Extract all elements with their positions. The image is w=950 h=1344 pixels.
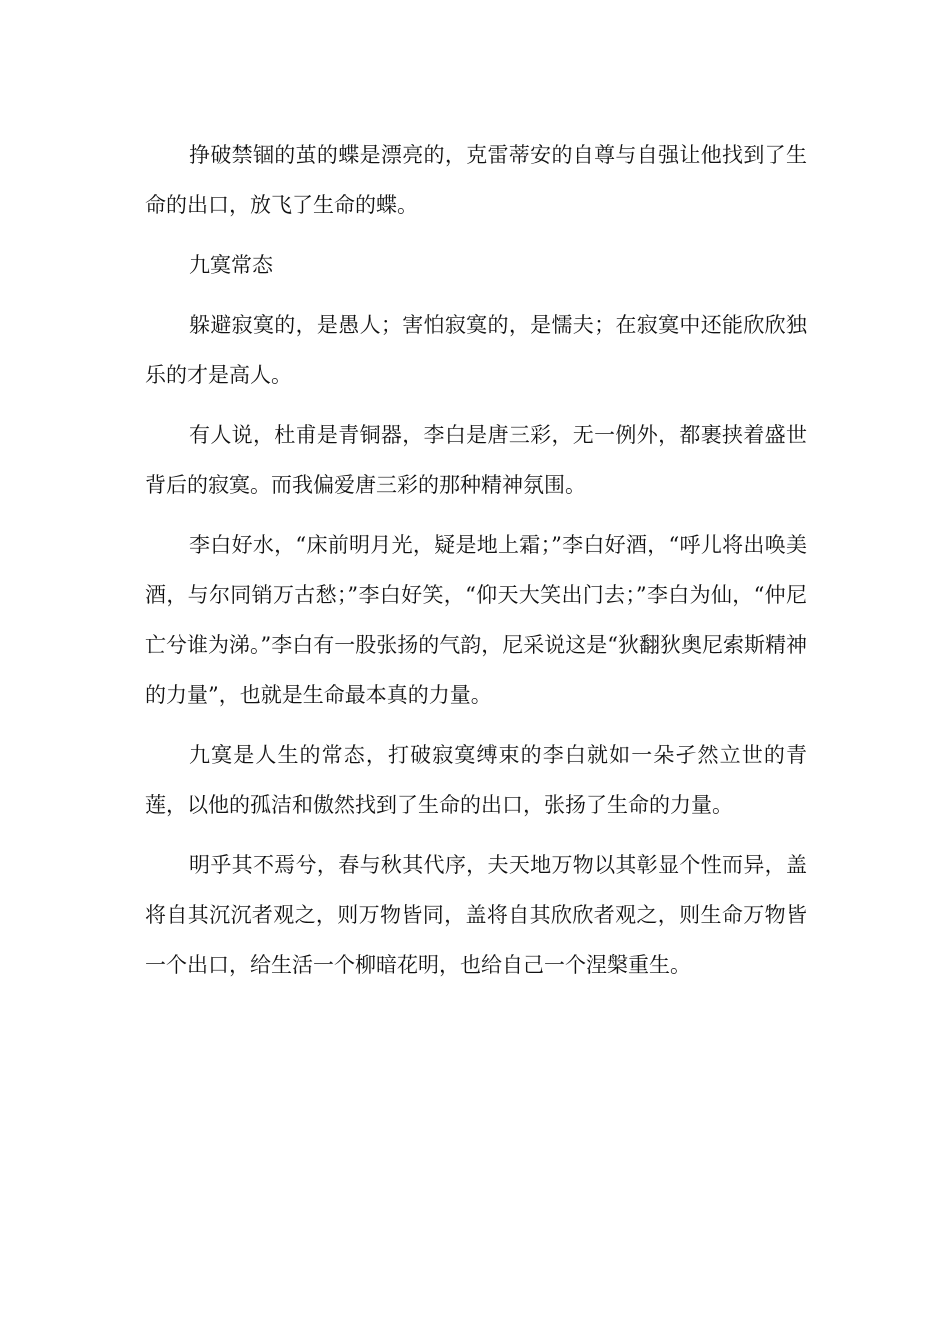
paragraph-conclusion: 明乎其不焉兮，春与秋其代序，夫天地万物以其彰显个性而异，盖将自其沉沉者观之，则万物皆同，盖将自其欣欣者观之，则生命万物皆一个出口，给生活一个柳暗花明，也给自己一个涅槃重生。 [145, 853, 807, 977]
paragraph-green-lotus: 九寞是人生的常态，打破寂寞缚束的李白就如一朵孑然立世的青莲，以他的孤洁和傲然找到了生命的出口，张扬了生命的力量。 [145, 743, 807, 817]
paragraph-butterfly: 挣破禁锢的茧的蝶是漂亮的，克雷蒂安的自尊与自强让他找到了生命的出口，放飞了生命的蝶。 [145, 143, 807, 217]
paragraph-li-bai-poems: 李白好水，“床前明月光，疑是地上霜；”李白好酒，“呼儿将出唤美酒，与尔同销万古愁；”李白好笑，“仰天大笑出门去；”李白为仙，“仲尼亡兮谁为涕。”李白有一股张扬的气韵，尼采说这是“狄翻狄奥尼索斯精神的力量”，也就是生命最本真的力量。 [145, 533, 807, 707]
paragraph-du-fu-li-bai: 有人说，杜甫是青铜器，李白是唐三彩，无一例外，都裹挟着盛世背后的寂寞。而我偏爱唐三彩的那种精神氛围。 [145, 423, 807, 497]
paragraph-loneliness: 躲避寂寞的，是愚人；害怕寂寞的，是懦夫；在寂寞中还能欣欣独乐的才是高人。 [145, 313, 807, 387]
section-heading: 九寞常态 [189, 253, 273, 277]
document-body [145, 130, 807, 1000]
